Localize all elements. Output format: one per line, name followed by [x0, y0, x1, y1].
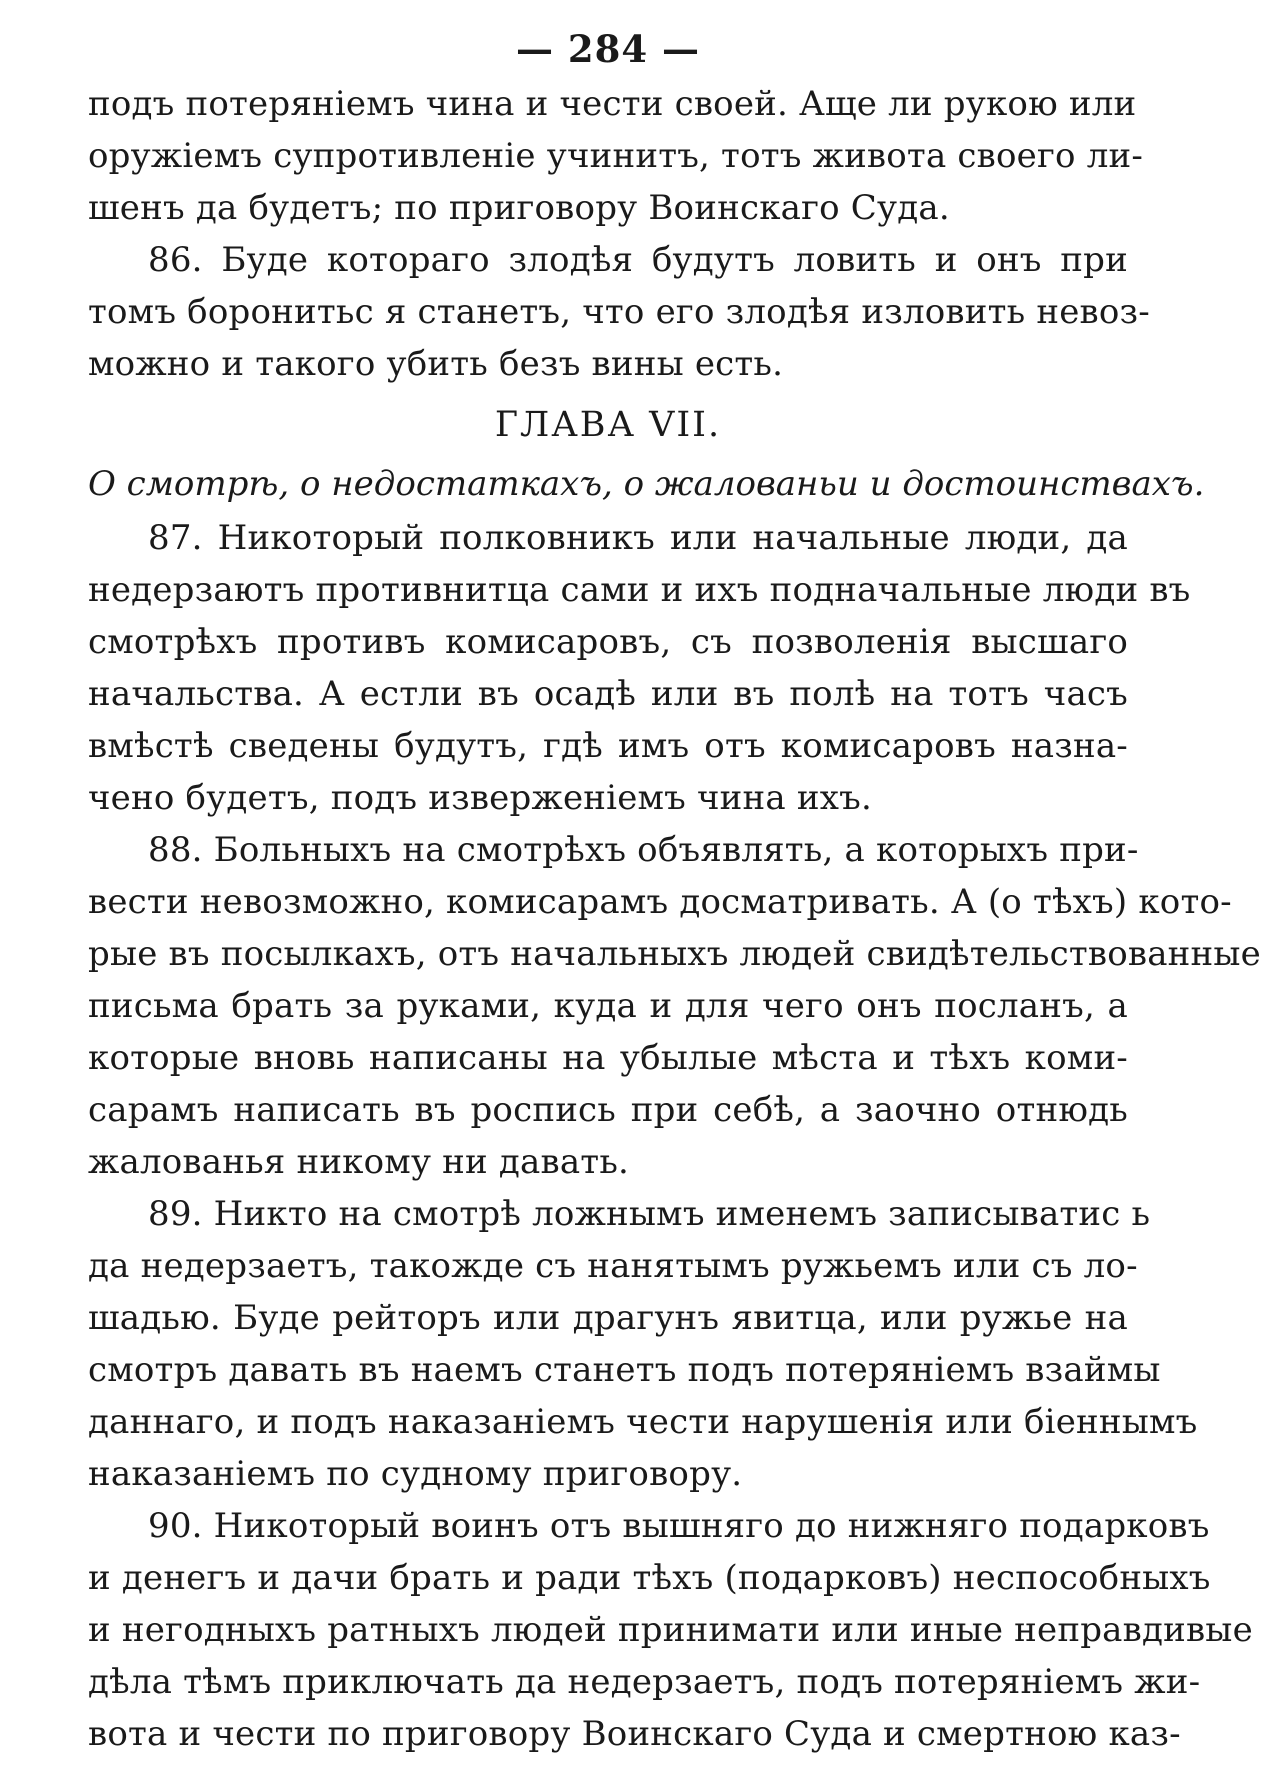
- text-line: рые въ посылкахъ, отъ начальныхъ людей свидѣтельствованные: [88, 934, 1261, 974]
- text-line: 86. Буде котораго злодѣя будутъ ловить и онъ при: [148, 240, 1128, 280]
- text-line: сарамъ написать въ роспись при себѣ, а заочно отнюдь: [88, 1090, 1128, 1130]
- text-line: 89. Никто на смотрѣ ложнымъ именемъ записыватис ь: [148, 1194, 1151, 1234]
- text-line: можно и такого убить безъ вины есть.: [88, 344, 784, 384]
- text-line: которые вновь написаны на убылые мѣста и тѣхъ коми-: [88, 1038, 1128, 1078]
- text-line: да недерзаетъ, такожде съ нанятымъ ружьемъ или съ ло-: [88, 1246, 1138, 1286]
- text-line: и негодныхъ ратныхъ людей принимати или иные неправдивые: [88, 1610, 1253, 1650]
- top-paragraph: [88, 78, 1144, 234]
- text-line: недерзаютъ противнитца сами и ихъ подначальные люди въ: [88, 570, 1191, 610]
- text-line: оружіемъ супротивленіе учинитъ, тотъ живота своего ли-: [88, 136, 1144, 176]
- text-line: 87. Никоторый полковникъ или начальные люди, да: [148, 518, 1128, 558]
- text-line: даннаго, и подъ наказаніемъ чести нарушенія или біеннымъ: [88, 1402, 1198, 1442]
- text-line: начальства. А естли въ осадѣ или въ полѣ на тотъ часъ: [88, 674, 1128, 714]
- text-line: и денегъ и дачи брать и ради тѣхъ (подарковъ) неспособныхъ: [88, 1558, 1211, 1598]
- text-line: дѣла тѣмъ приключать да недерзаетъ, подъ потеряніемъ жи-: [88, 1662, 1201, 1702]
- text-line: шенъ да будетъ; по приговору Воинскаго Суда.: [88, 188, 950, 228]
- text-line: 88. Больныхъ на смотрѣхъ объявлять, а которыхъ при-: [148, 830, 1139, 870]
- chapter-title: ГЛАВА VII.: [494, 405, 722, 445]
- text-line: вота и чести по приговору Воинскаго Суда и смертною каз-: [88, 1714, 1181, 1754]
- article-87: [88, 512, 1191, 824]
- text-line: томъ боронитьс я станетъ, что его злодѣя изловить невоз-: [88, 292, 1150, 332]
- text-line: подъ потеряніемъ чина и чести своей. Аще ли рукою или: [88, 84, 1137, 124]
- article-90: [88, 1500, 1253, 1760]
- document-page: [88, 20, 1261, 1760]
- text-line: смотрѣхъ противъ комисаровъ, съ позволенія высшаго: [88, 622, 1128, 662]
- article-88: [88, 824, 1261, 1188]
- text-line: шадью. Буде рейторъ или драгунъ явитца, или ружье на: [88, 1298, 1128, 1338]
- text-line: смотръ давать въ наемъ станетъ подъ потеряніемъ взаймы: [88, 1350, 1161, 1390]
- text-line: вести невозможно, комисарамъ досматривать. А (о тѣхъ) кото-: [88, 882, 1232, 922]
- text-line: жалованья никому ни давать.: [88, 1142, 630, 1182]
- text-line: письма брать за руками, куда и для чего онъ посланъ, а: [88, 986, 1128, 1026]
- text-line: вмѣстѣ сведены будутъ, гдѣ имъ отъ комисаровъ назна-: [88, 726, 1128, 766]
- page-number: — 284 —: [516, 27, 700, 71]
- text-line: наказаніемъ по судному приговору.: [88, 1454, 743, 1494]
- article-89: [88, 1188, 1198, 1500]
- chapter-subtitle: О смотрѣ, о недостаткахъ, о жалованьи и достоинствахъ.: [88, 464, 1205, 504]
- text-line: 90. Никоторый воинъ отъ вышняго до нижняго подарковъ: [148, 1506, 1210, 1546]
- text-line: чено будетъ, подъ изверженіемъ чина ихъ.: [88, 778, 872, 818]
- article-86: [88, 234, 1150, 390]
